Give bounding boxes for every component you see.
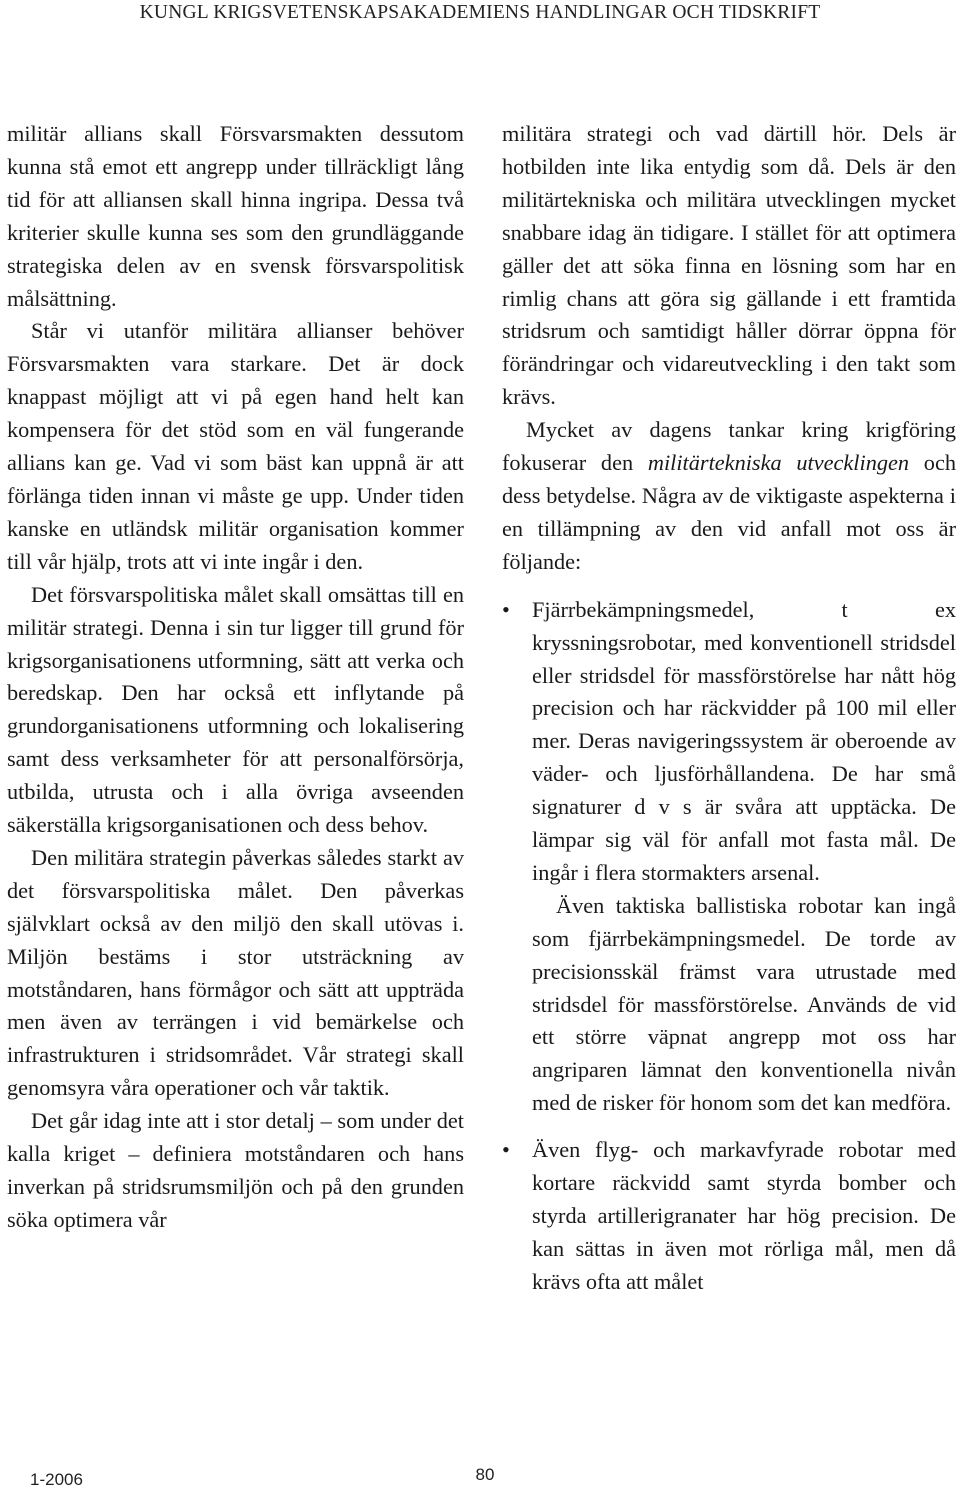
paragraph: Det försvarspolitiska målet skall omsättas till en militär strategi. Denna i sin tur ligger till grund för krigsorganisationens utformning, sätt att verka och beredskap. Den har också ett inflytande på grundorganisationens utformning och lokalisering samt dess verksamheter för att personalförsörja, utbilda, utrusta och i alla övriga avseenden säkerställa krigsorganisationen och dess behov. [7,581,464,838]
paragraph [502,414,956,579]
paragraph: Står vi utanför militära allianser behöver Försvarsmakten vara starkare. Det är dock knappast möjligt att vi på egen hand helt kan kompensera för det stöd som en väl fungerande allians kan ge. Vad vi som bäst kan uppnå är att förlänga tiden innan vi måste ge upp. Under tiden kanske en utländsk militär organisation kommer till vår hjälp, trots att vi inte ingår i den. [7,318,464,574]
bullet-item [502,594,956,1121]
paragraph-text: Mycket av dagens tankar kring krigföring fokuserar den [502,417,956,476]
bullet-item [502,1134,956,1299]
bullet-icon: • [502,1137,510,1163]
bullet-icon: • [502,596,510,622]
emphasis-term: militärtekniska utvecklingen [647,450,910,476]
paragraph: Det går idag inte att i stor detalj – som under det kalla kriget – definiera motståndaren och hans inverkan på stridsrumsmiljön och på den grunden söka optimera vår [7,1108,464,1232]
right-column [502,118,956,1299]
spacer [502,579,956,594]
paragraph: militära strategi och vad därtill hör. Dels är hotbilden inte lika entydig som då. Dels är den militärtekniska och militära utvecklingen mycket snabbare idag än tidigare. I stället för att optimera gäller det att söka finna en lösning som har en rimlig chans att göra sig gällande i ett framtida stridsrum och samtidigt håller dörrar öppna för förändringar och vidareutveckling i den takt som krävs. [502,121,956,410]
bullet-text: Fjärrbekämpningsmedel, t ex kryssningsrobotar, med konventionell stridsdel eller stridsdel för massförstörelse har nått hög precision och har räckvidder på 100 mil eller mer. Deras navigeringssystem är oberoende av väder- och ljusförhållandena. De har små signaturer d v s är svåra att upptäcka. De lämpar sig väl för anfall mot fasta mål. De ingår i flera stormakters arsenal. [532,596,956,885]
paragraph-text: och dess betydelse. Några av de viktigaste aspekterna i en tillämpning av den vid anfall mot oss är följande: [502,450,956,574]
bullet-text: Även flyg- och markavfyrade robotar med kortare räckvidd samt styrda bomber och styrda artillerigranater har hög precision. De kan sättas in även mot rörliga mål, men då krävs ofta att målet [532,1137,956,1294]
left-column [7,118,464,1237]
bullet-continuation: Även taktiska ballistiska robotar kan ingå som fjärrbekämpningsmedel. De torde av precisionsskäl främst vara utrustade med stridsdel för massförstörelse. Används de vid ett större väpnat angrepp mot oss har angriparen lämnat den konventionella nivån med de risker för honom som det kan medföra. [532,892,956,1116]
paragraph: militär allians skall Försvarsmakten dessutom kunna stå emot ett angrepp under tillräckligt lång tid för att alliansen skall hinna ingripa. Dessa två kriterier skulle kunna ses som den grundläggande strategiska delen av en svensk försvarspolitisk målsättning. [7,121,464,311]
paragraph: Den militära strategin påverkas således starkt av det försvarspolitiska målet. Den påverkas självklart också av den miljö den skall utövas i. Miljön bestäms i stor utsträckning av motståndaren, hans förmågor och sätt att uppträda men även av terrängen i vid bemärkelse och infrastrukturen i stridsområdet. Vår strategi skall genomsyra våra operationer och vår taktik. [7,844,464,1101]
issue-label: 1-2006 [30,1470,83,1489]
page-number: 80 [475,1465,495,1484]
running-head: KUNGL KRIGSVETENSKAPSAKADEMIENS HANDLINGAR OCH TIDSKRIFT [139,2,821,23]
bullet-list [502,594,956,1299]
